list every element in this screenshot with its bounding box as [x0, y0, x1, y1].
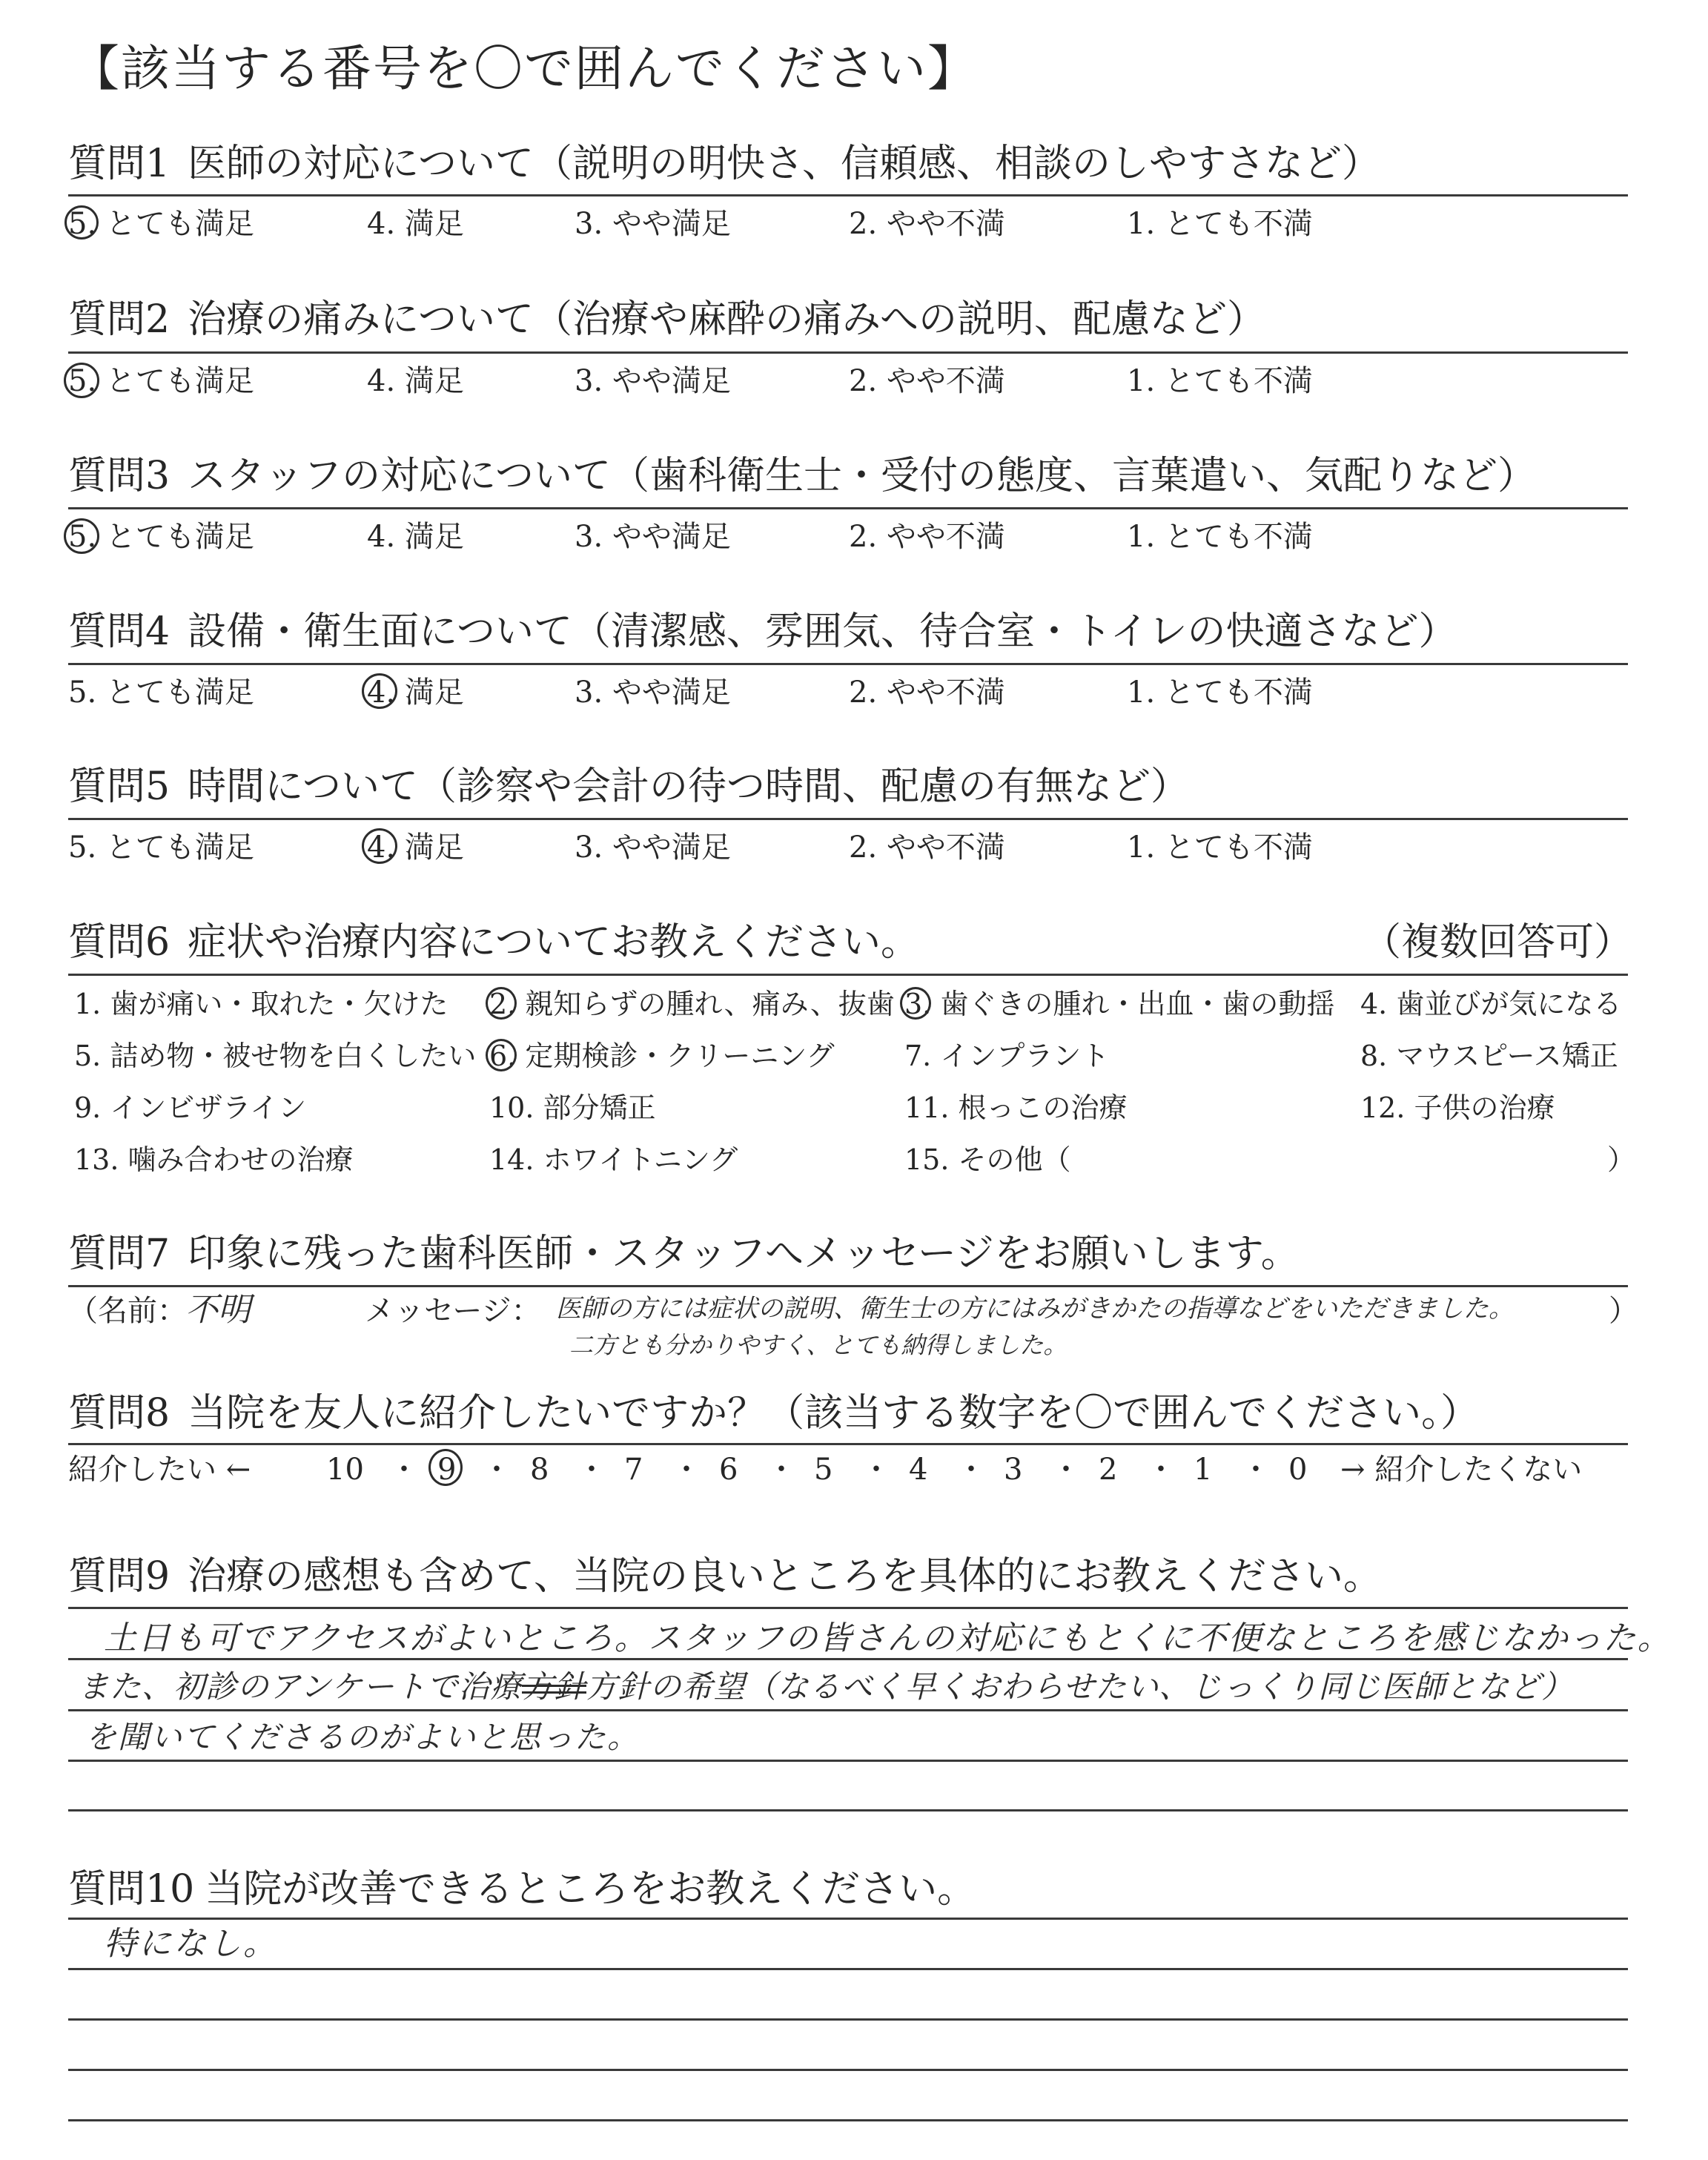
q7-message-line-2[interactable]: 二方とも分かりやすく、とても納得しました。 [569, 1331, 1068, 1359]
q6-option-5[interactable]: 5. 詰め物・被せ物を白くしたい [74, 1040, 477, 1072]
q7-close-paren: ） [1609, 1294, 1638, 1328]
q3-option-1[interactable]: 1. とても不満 [1127, 520, 1313, 554]
question-5-number: 質問5 [68, 764, 171, 809]
q4-option-2[interactable]: 2. やや不満 [849, 676, 1005, 710]
question-8-number: 質問8 [68, 1391, 171, 1436]
question-3-number: 質問3 [68, 454, 171, 498]
q9-answer-line-1[interactable]: 土日も可でアクセスがよいところ。スタッフの皆さんの対応にもとくに不便なところを感じなかった。 [104, 1619, 1672, 1657]
q8-score-5[interactable]: 5 [814, 1453, 833, 1487]
question-9 [68, 1554, 1383, 1599]
q9-struck-text [522, 1671, 586, 1702]
answer-line [68, 2119, 1628, 2121]
question-3-rule [68, 507, 1628, 509]
question-2-rule [68, 351, 1628, 354]
q4-option-5[interactable]: 5. とても満足 [68, 676, 254, 710]
question-6-text: 症状や治療内容についてお教えください。 [188, 920, 920, 965]
q8-score-1[interactable]: 1 [1194, 1453, 1213, 1487]
question-8-rule [68, 1443, 1628, 1445]
q3-option-2[interactable]: 2. やや不満 [849, 520, 1005, 554]
q1-option-1[interactable]: 1. とても不満 [1127, 207, 1313, 241]
q8-score-3[interactable]: 3 [1004, 1453, 1023, 1487]
q6-option-3-circle [900, 987, 931, 1020]
question-10 [68, 1867, 976, 1912]
q8-score-9[interactable]: 9 [437, 1453, 457, 1487]
answer-line [68, 1968, 1628, 1970]
answer-line [68, 1760, 1628, 1762]
q5-option-2[interactable]: 2. やや不満 [849, 830, 1005, 865]
q8-right-label: → 紹介したくない [1340, 1453, 1583, 1487]
question-6-note: （複数回答可） [1363, 920, 1633, 965]
q3-option-3[interactable]: 3. やや満足 [575, 520, 731, 554]
q9-answer-line-2-start: また、初診のアンケートで治療 [78, 1668, 523, 1705]
q1-option-4[interactable]: 4. 満足 [367, 207, 464, 241]
q8-dot: ・ [767, 1453, 796, 1487]
q6-option-2[interactable]: 2. 親知らずの腫れ、痛み、抜歯 [489, 988, 895, 1020]
q6-other-close-paren: ） [1607, 1143, 1636, 1176]
q7-name-value[interactable]: 不明 [185, 1291, 251, 1329]
question-7 [68, 1232, 1300, 1276]
q6-option-12[interactable]: 12. 子供の治療 [1360, 1091, 1555, 1124]
q10-answer[interactable]: 特になし。 [104, 1925, 278, 1963]
q3-option-4[interactable]: 4. 満足 [367, 520, 464, 554]
question-7-text: 印象に残った歯科医師・スタッフへメッセージをお願いします。 [188, 1232, 1300, 1276]
question-6-number: 質問6 [68, 920, 171, 965]
question-2-text: 治療の痛みについて（治療や麻酔の痛みへの説明、配慮など） [188, 297, 1266, 342]
question-6-rule [68, 974, 1628, 976]
q6-option-6[interactable]: 6. 定期検診・クリーニング [489, 1040, 835, 1072]
question-7-rule [68, 1285, 1628, 1287]
q5-option-1[interactable]: 1. とても不満 [1127, 830, 1313, 865]
answer-line [68, 1709, 1628, 1711]
q9-answer-line-2[interactable] [78, 1668, 1574, 1705]
question-4 [68, 610, 1457, 654]
q6-option-8[interactable]: 8. マウスピース矯正 [1360, 1040, 1618, 1072]
q2-option-2[interactable]: 2. やや不満 [849, 364, 1005, 398]
question-3-text: スタッフの対応について（歯科衛生士・受付の態度、言葉遣い、気配りなど） [188, 454, 1537, 498]
q5-option-5[interactable]: 5. とても満足 [68, 830, 254, 865]
strikethrough [522, 1691, 586, 1694]
q5-option-4[interactable]: 4. 満足 [367, 830, 464, 865]
q6-option-11[interactable]: 11. 根っこの治療 [904, 1091, 1128, 1124]
question-4-number: 質問4 [68, 610, 171, 654]
q8-score-7[interactable]: 7 [624, 1453, 643, 1487]
q6-option-10[interactable]: 10. 部分矯正 [489, 1091, 656, 1124]
q8-dot: ・ [672, 1453, 701, 1487]
q8-score-2[interactable]: 2 [1099, 1453, 1118, 1487]
q8-dot: ・ [1146, 1453, 1176, 1487]
q8-dot: ・ [482, 1453, 512, 1487]
question-1-number: 質問1 [68, 142, 171, 186]
q1-selection-circle [64, 205, 99, 240]
answer-line [68, 1607, 1628, 1609]
question-4-text: 設備・衛生面について（清潔感、雰囲気、待合室・トイレの快適さなど） [188, 610, 1457, 654]
question-2-number: 質問2 [68, 297, 171, 342]
question-8-text: 当院を友人に紹介したいですか？（該当する数字を〇で囲んでください。） [188, 1391, 1480, 1436]
q4-selection-circle [362, 673, 397, 709]
question-8 [68, 1391, 1480, 1436]
q8-score-0[interactable]: 0 [1288, 1453, 1308, 1487]
question-2 [68, 297, 1266, 342]
q6-option-13[interactable]: 13. 噛み合わせの治療 [74, 1143, 354, 1176]
question-5 [68, 764, 1190, 809]
q2-selection-circle [64, 363, 99, 398]
q8-score-6[interactable]: 6 [719, 1453, 738, 1487]
q6-option-1[interactable]: 1. 歯が痛い・取れた・欠けた [74, 988, 448, 1020]
q6-option-3[interactable]: 3. 歯ぐきの腫れ・出血・歯の動揺 [904, 988, 1335, 1020]
q8-score-4[interactable]: 4 [909, 1453, 928, 1487]
q7-name-label: （名前： [68, 1294, 187, 1328]
question-5-rule [68, 818, 1628, 820]
q7-message-label: メッセージ： [365, 1294, 541, 1328]
q6-option-14[interactable]: 14. ホワイトニング [489, 1143, 738, 1176]
q7-message-line-1[interactable]: 医師の方には症状の説明、衛生士の方にはみがきかたの指導などをいただきました。 [556, 1294, 1514, 1324]
question-9-number: 質問9 [68, 1554, 171, 1599]
question-10-number: 質問10 [68, 1867, 195, 1912]
q6-option-15[interactable]: 15. その他（ [904, 1143, 1071, 1176]
q8-dot: ・ [956, 1453, 986, 1487]
q8-left-label: 紹介したい ← [68, 1453, 251, 1487]
q2-option-1[interactable]: 1. とても不満 [1127, 364, 1313, 398]
q2-option-4[interactable]: 4. 満足 [367, 364, 464, 398]
q3-selection-circle [64, 518, 99, 554]
q8-selection-circle [428, 1449, 463, 1486]
answer-line [68, 1658, 1628, 1660]
q3-option-5[interactable]: 5. とても満足 [68, 520, 254, 554]
q8-score-10[interactable]: 10 [326, 1453, 364, 1487]
q9-answer-line-2-end: 方針の希望（なるべく早くおわらせたい、じっくり同じ医師となど） [586, 1668, 1574, 1705]
question-1 [68, 142, 1380, 186]
question-3 [68, 454, 1537, 498]
q1-option-5[interactable]: 5. とても満足 [68, 207, 254, 241]
question-6 [68, 920, 920, 965]
q8-dot: ・ [1241, 1453, 1271, 1487]
q2-option-3[interactable]: 3. やや満足 [575, 364, 731, 398]
question-7-number: 質問7 [68, 1232, 171, 1276]
page-title: 【該当する番号を〇で囲んでください】 [70, 40, 978, 97]
q5-selection-circle [362, 828, 397, 864]
answer-line [68, 2018, 1628, 2021]
answer-line [68, 1809, 1628, 1811]
q1-option-3[interactable]: 3. やや満足 [575, 207, 731, 241]
question-1-rule [68, 194, 1628, 196]
q4-option-4[interactable]: 4. 満足 [367, 676, 464, 710]
q6-option-2-circle [486, 987, 517, 1020]
q2-option-5[interactable]: 5. とても満足 [68, 364, 254, 398]
question-1-text: 医師の対応について（説明の明快さ、信頼感、相談のしやすさなど） [188, 142, 1380, 186]
q1-option-2[interactable]: 2. やや不満 [849, 207, 1005, 241]
q8-dot: ・ [861, 1453, 891, 1487]
strikethrough [522, 1685, 586, 1687]
q4-option-3[interactable]: 3. やや満足 [575, 676, 731, 710]
q8-dot: ・ [1051, 1453, 1081, 1487]
q5-option-3[interactable]: 3. やや満足 [575, 830, 731, 865]
q4-option-1[interactable]: 1. とても不満 [1127, 676, 1313, 710]
answer-line [68, 1918, 1628, 1920]
q6-option-6-circle [486, 1039, 517, 1071]
question-5-text: 時間について（診察や会計の待つ時間、配慮の有無など） [188, 764, 1190, 809]
answer-line [68, 2069, 1628, 2071]
q6-option-4[interactable]: 4. 歯並びが気になる [1360, 988, 1622, 1020]
question-4-rule [68, 663, 1628, 665]
q6-option-7[interactable]: 7. インプラント [904, 1040, 1110, 1072]
q9-answer-line-3[interactable]: を聞いてくださるのがよいと思った。 [85, 1719, 640, 1755]
q6-option-9[interactable]: 9. インビザライン [74, 1091, 307, 1124]
q8-dot: ・ [389, 1453, 419, 1487]
question-9-text: 治療の感想も含めて、当院の良いところを具体的にお教えください。 [188, 1554, 1383, 1599]
q8-score-8[interactable]: 8 [530, 1453, 549, 1487]
question-10-text: 当院が改善できるところをお教えください。 [205, 1867, 976, 1912]
q8-dot: ・ [577, 1453, 606, 1487]
